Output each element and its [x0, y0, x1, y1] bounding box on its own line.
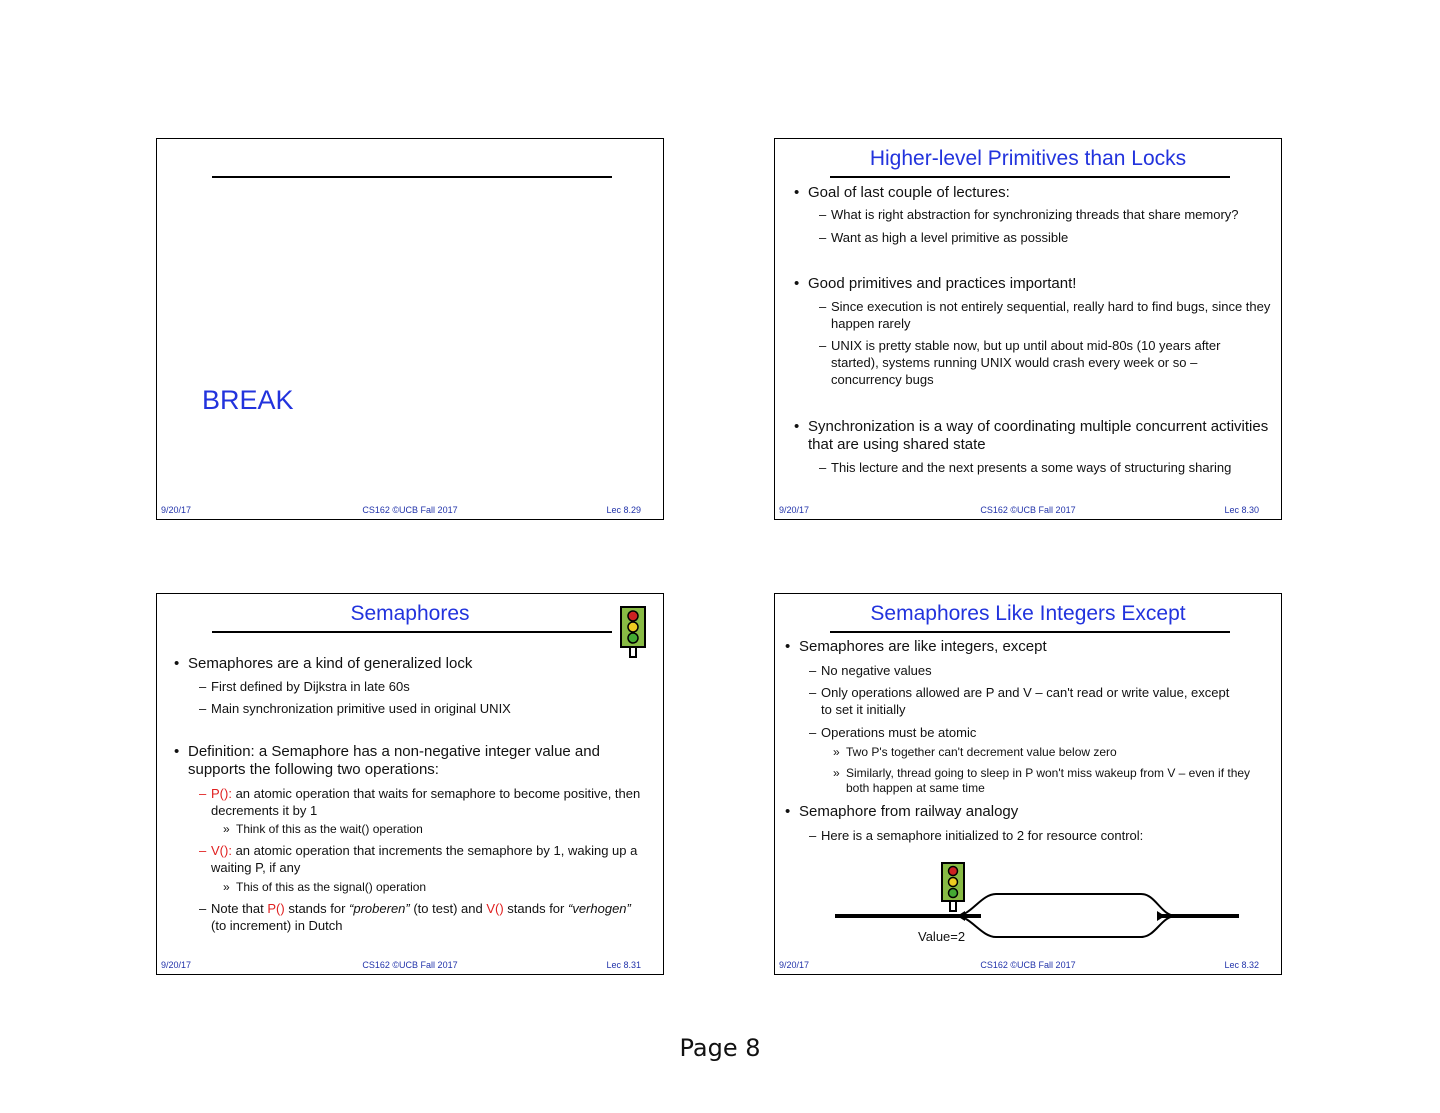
semaphore-value-label: Value=2: [918, 929, 966, 944]
footer-date: 9/20/17: [779, 505, 810, 515]
slide-8-31: [156, 593, 664, 975]
traffic-light-icon: [940, 862, 966, 912]
bullet: • Good primitives and practices important!: [794, 275, 1077, 292]
footer-date: 9/20/17: [161, 505, 192, 515]
sub-bullet-v: – V(): an atomic operation that increments the semaphore by 1, waking up a waiting P, if any: [199, 843, 638, 875]
footer-lec: Lec 8.29: [606, 505, 641, 515]
slide-title: Higher-level Primitives than Locks: [869, 147, 1187, 170]
slide-8-29: [156, 138, 664, 520]
bullet: • Goal of last couple of lectures:: [794, 184, 1010, 201]
sub-bullet: – Only operations allowed are P and V – can't read or write value, except to set it initially: [809, 685, 1230, 717]
sub-bullet-p: – P(): an atomic operation that waits for semaphore to become positive, then decrements it by 1: [199, 786, 641, 818]
footer-date: 9/20/17: [161, 960, 192, 970]
footer-course: CS162 ©UCB Fall 2017: [362, 505, 458, 515]
sub-sub-bullet: » Similarly, thread going to sleep in P won't miss wakeup from V – even if they both happen at same time: [833, 766, 1251, 795]
sub-bullet: – First defined by Dijkstra in late 60s: [199, 679, 410, 694]
railway-diagram: [831, 859, 1251, 949]
title-rule: [212, 631, 612, 633]
sub-bullet-note: – Note that P() stands for “proberen” (to test) and V() stands for “verhogen” (to increment) in Dutch: [199, 901, 631, 933]
title-rule: [212, 176, 612, 178]
slide-title: Semaphores Like Integers Except: [870, 602, 1186, 625]
sub-bullet: – What is right abstraction for synchronizing threads that share memory?: [819, 207, 1239, 222]
sub-sub-bullet: » Think of this as the wait() operation: [223, 822, 423, 836]
title-rule: [830, 176, 1230, 178]
footer-lec: Lec 8.30: [1224, 505, 1259, 515]
bullet: • Semaphore from railway analogy: [785, 803, 1019, 820]
sub-bullet: – No negative values: [809, 663, 932, 678]
page-number: Page 8: [679, 1034, 761, 1062]
sub-sub-bullet: » Two P's together can't decrement value below zero: [833, 745, 1117, 759]
footer-course: CS162 ©UCB Fall 2017: [362, 960, 458, 970]
slide-title: Semaphores: [350, 602, 470, 625]
break-text: BREAK: [202, 385, 294, 415]
footer-lec: Lec 8.32: [1224, 960, 1259, 970]
sub-bullet: – This lecture and the next presents a some ways of structuring sharing: [819, 460, 1232, 475]
sub-bullet: – UNIX is pretty stable now, but up until about mid-80s (10 years after started), systems running UNIX would crash every week or so – concurrency bugs: [819, 338, 1221, 387]
bullet: • Semaphores are a kind of generalized lock: [174, 655, 473, 672]
title-rule: [830, 631, 1230, 633]
footer-course: CS162 ©UCB Fall 2017: [980, 505, 1076, 515]
footer-date: 9/20/17: [779, 960, 810, 970]
bullet: • Definition: a Semaphore has a non-negative integer value and supports the following two operations:: [174, 743, 600, 778]
sub-bullet: – Operations must be atomic: [809, 725, 977, 740]
bullet: • Synchronization is a way of coordinating multiple concurrent activities that are using shared state: [794, 418, 1269, 453]
bullet: • Semaphores are like integers, except: [785, 638, 1047, 655]
sub-bullet: – Want as high a level primitive as possible: [819, 230, 1069, 245]
footer-course: CS162 ©UCB Fall 2017: [980, 960, 1076, 970]
sub-bullet: – Since execution is not entirely sequential, really hard to find bugs, since they happen rarely: [819, 299, 1271, 331]
sub-sub-bullet: » This of this as the signal() operation: [223, 880, 427, 894]
slide-8-30: [774, 138, 1282, 520]
sub-bullet: – Here is a semaphore initialized to 2 for resource control:: [809, 828, 1144, 843]
sub-bullet: – Main synchronization primitive used in original UNIX: [199, 701, 511, 716]
footer-lec: Lec 8.31: [606, 960, 641, 970]
traffic-light-icon: [619, 606, 647, 658]
slide-8-32: [774, 593, 1282, 975]
